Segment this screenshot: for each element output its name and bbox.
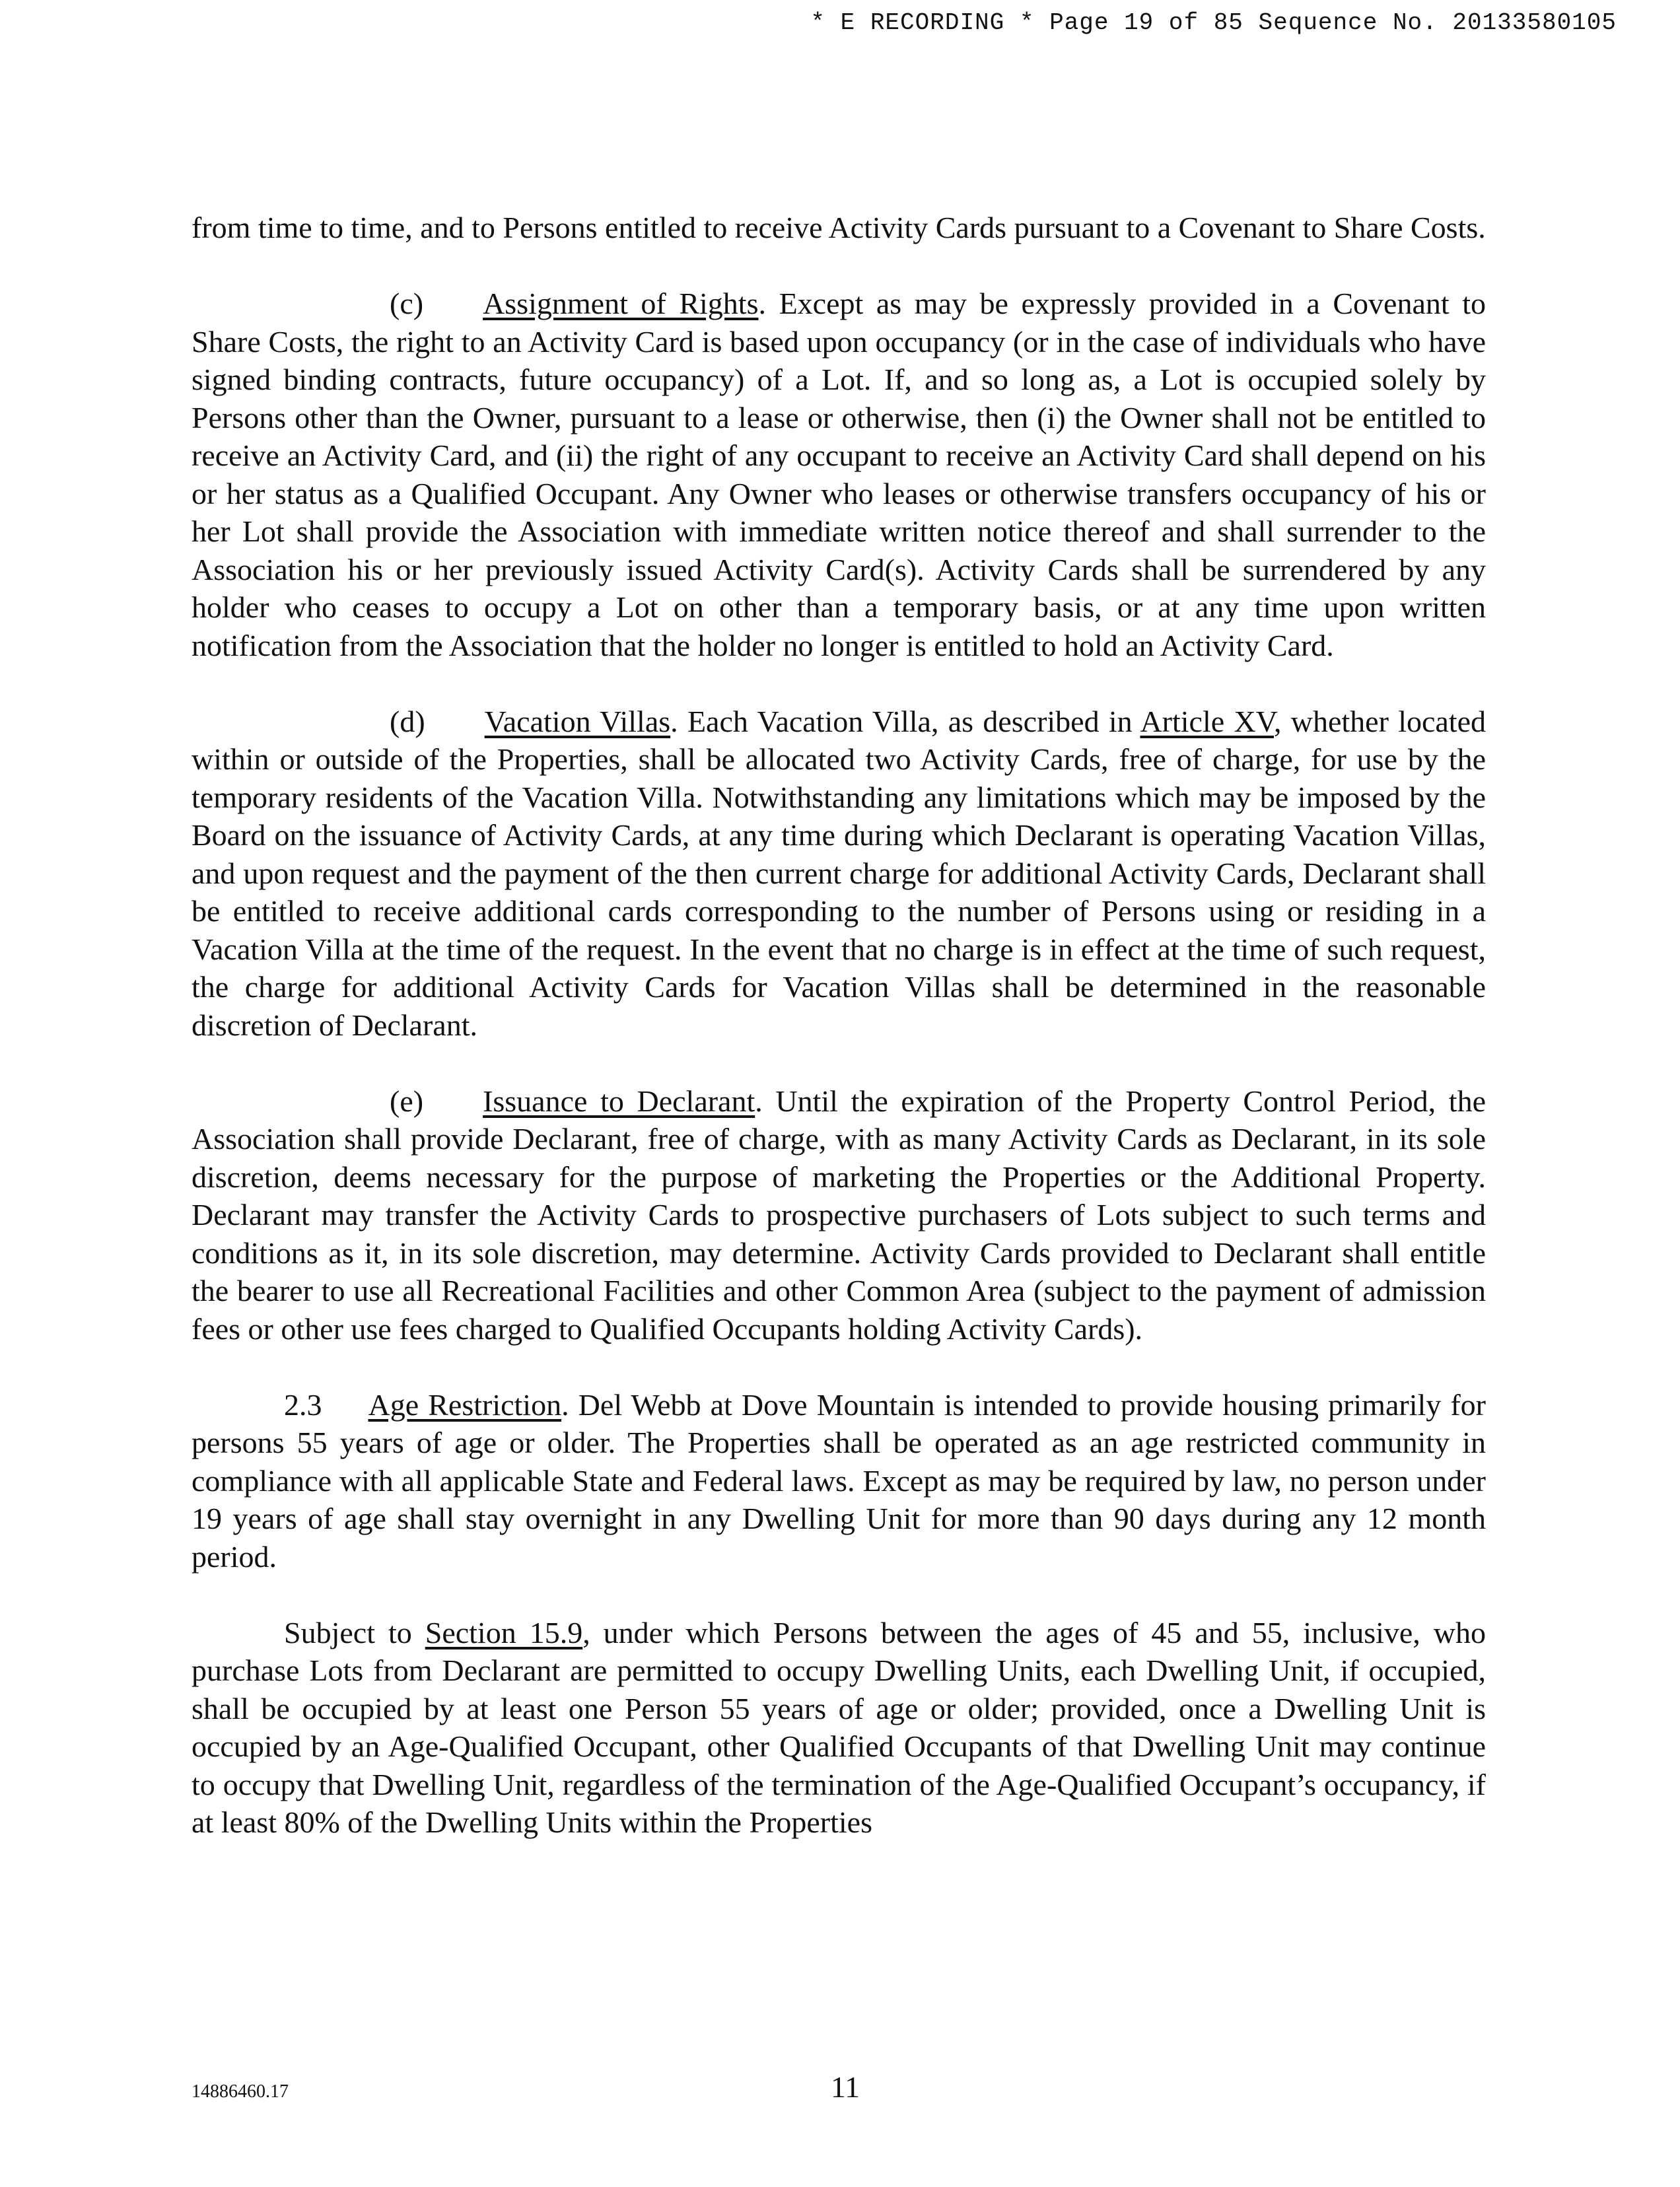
paragraph-d-text-after: , whether located within or outside of the Properties, shall be allocated two Activity Cards, free of charge, for use by the temporary residents of the Vacation Villa. Notwithstanding any limitations which may be imposed by the Board on the issuance of Activity Cards, at any time during which Declarant is operating Vacation Villas, and upon request and the payment of the then current charge for additional Activity Cards, Declarant shall be entitled to receive additional cards corresponding to the number of Persons using or residing in a Vacation Villa at the time of the request. In the event that no charge is in effect at the time of such request, the charge for additional Activity Cards for Vacation Villas shall be determined in the reasonable discretion of Declarant.	[192, 704, 1486, 1042]
paragraph-d-label: (d)	[390, 704, 425, 738]
recording-header-stamp: * E RECORDING * Page 19 of 85 Sequence No. 20133580105	[810, 9, 1617, 36]
paragraph-e-issuance-to-declarant	[192, 1082, 1486, 1348]
subject-text-after: , under which Persons between the ages of 45 and 55, inclusive, who purchase Lots from Declarant are permitted to occupy Dwelling Units, each Dwelling Unit, if occupied, shall be occupied by at least one Person 55 years of age or older; provided, once a Dwelling Unit is occupied by an Age-Qualified Occupant, other Qualified Occupants of that Dwelling Unit may continue to occupy that Dwelling Unit, regardless of the termination of the Age-Qualified Occupant’s occupancy, if at least 80% of the Dwelling Units within the Properties	[192, 1615, 1486, 1839]
paragraph-c-text: . Except as may be expressly provided in a Covenant to Share Costs, the right to an Activity Card is based upon occupancy (or in the case of individuals who have signed binding contracts, future occupancy) of a Lot. If, and so long as, a Lot is occupied solely by Persons other than the Owner, pursuant to a lease or otherwise, then (i) the Owner shall not be entitled to receive an Activity Card, and (ii) the right of any occupant to receive an Activity Card shall depend on his or her status as a Qualified Occupant. Any Owner who leases or otherwise transfers occupancy of his or her Lot shall provide the Association with immediate written notice thereof and shall surrender to the Association his or her previously issued Activity Card(s). Activity Cards shall be surrendered by any holder who ceases to occupy a Lot on other than a temporary basis, or at any time upon written notification from the Association that the holder no longer is entitled to hold an Activity Card.	[192, 287, 1487, 662]
paragraph-d-text-before: . Each Vacation Villa, as described in	[670, 704, 1140, 738]
section-2-3-text: . Del Webb at Dove Mountain is intended to provide housing primarily for persons 55 years of age or older. The Properties shall be operated as an age restricted community in compliance with all applicable State and Federal laws. Except as may be required by law, no person under 19 years of age shall stay overnight in any Dwelling Unit for more than 90 days during any 12 month period.	[192, 1387, 1486, 1574]
section-15-9-reference: Section 15.9	[425, 1615, 583, 1649]
paragraph-d-vacation-villas	[192, 703, 1486, 1045]
section-2-3-title: Age Restriction	[368, 1387, 562, 1422]
article-xv-reference: Article XV	[1140, 704, 1274, 738]
paragraph-e-label: (e)	[390, 1084, 424, 1118]
section-2-3-age-restriction	[192, 1386, 1486, 1576]
age-qualified-occupancy-paragraph	[192, 1614, 1486, 1842]
paragraph-c-assignment-of-rights	[192, 285, 1486, 664]
page-number: 11	[830, 2070, 860, 2104]
paragraph-c-title: Assignment of Rights	[483, 287, 759, 320]
section-2-3-label: 2.3	[284, 1387, 322, 1422]
intro-paragraph: from time to time, and to Persons entitled to receive Activity Cards pursuant to a Covenant to Share Costs.	[192, 211, 1486, 244]
footer-document-id: 14886460.17	[192, 2081, 289, 2102]
document-body	[192, 209, 1486, 1842]
paragraph-e-title: Issuance to Declarant	[483, 1084, 755, 1118]
paragraph-d-title: Vacation Villas	[484, 704, 671, 738]
subject-text-before: Subject to	[284, 1615, 425, 1649]
paragraph-c-label: (c)	[390, 287, 424, 320]
paragraph-e-text: . Until the expiration of the Property Control Period, the Association shall provide Declarant, free of charge, with as many Activity Cards as Declarant, in its sole discretion, deems necessary for the purpose of marketing the Properties or the Additional Property. Declarant may transfer the Activity Cards to prospective purchasers of Lots subject to such terms and conditions as it, in its sole discretion, may determine. Activity Cards provided to Declarant shall entitle the bearer to use all Recreational Facilities and other Common Area (subject to the payment of admission fees or other use fees charged to Qualified Occupants holding Activity Cards).	[192, 1084, 1486, 1346]
